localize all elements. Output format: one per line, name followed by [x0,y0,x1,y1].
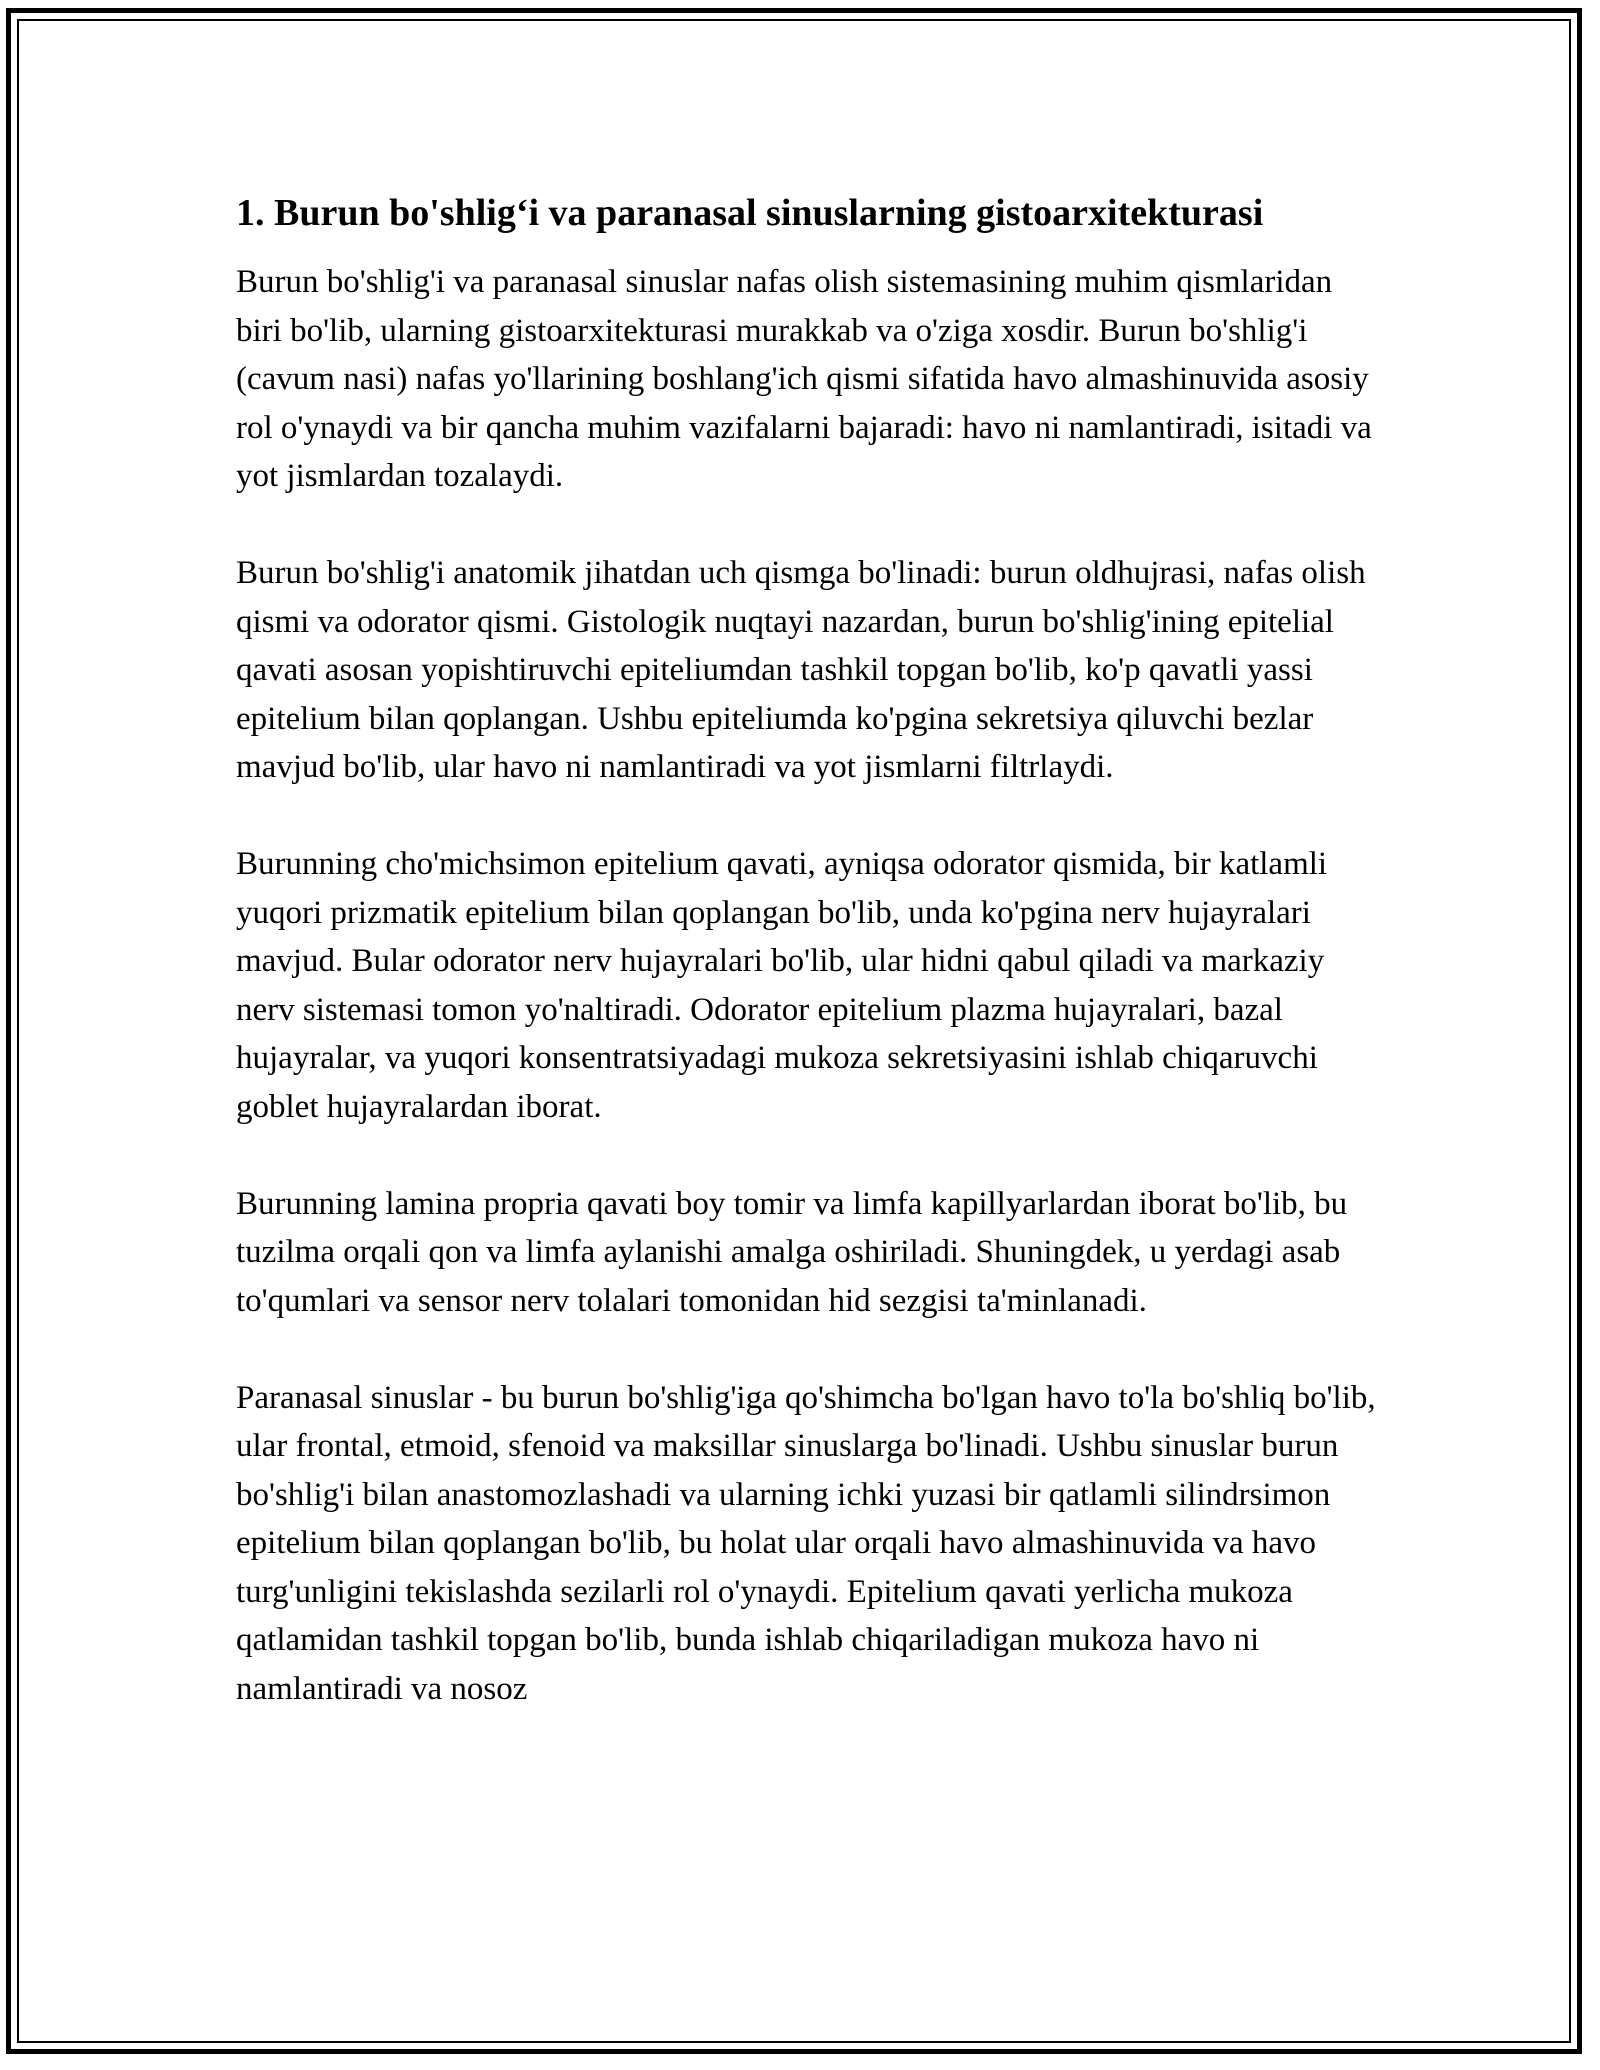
paragraph: Burunning lamina propria qavati boy tomir va limfa kapillyarlardan iborat bo'lib, bu tuzilma orqali qon va limfa aylanishi amalga oshiriladi. Shuningdek, u yerdagi asab to'qumlari va sensor nerv tolalari tomonidan hid sezgisi ta'minlanadi. [236,1185,1348,1319]
paragraph: Burun bo'shlig'i anatomik jihatdan uch qismga bo'linadi: burun oldhujrasi, nafas olish qismi va odorator qismi. Gistologik nuqtayi nazardan, burun bo'shlig'ining epitelial qavati asosan yopishtiruvchi epiteliumdan tashkil topgan bo'lib, ko'p qavatli yassi epitelium bilan qoplangan. Ushbu epiteliumda ko'pgina sekretsiya qiluvchi bezlar mavjud bo'lib, ular havo ni namlantiradi va yot jismlarni filtrlaydi. [236,555,1366,785]
paragraph: Burunning cho'michsimon epitelium qavati, ayniqsa odorator qismida, bir katlamli yuqori prizmatik epitelium bilan qoplangan bo'lib, unda ko'pgina nerv hujayralari mavjud. Bular odorator nerv hujayralari bo'lib, ular hidni qabul qiladi va markaziy nerv sistemasi tomon yo'naltiradi. Odorator epitelium plazma hujayralari, bazal hujayralar, va yuqori konsentratsiyadagi mukoza sekretsiyasini ishlab chiqaruvchi goblet hujayralardan iborat. [236,846,1328,1125]
document-body [236,186,1376,1762]
paragraph: Burun bo'shlig'i va paranasal sinuslar nafas olish sistemasining muhim qismlaridan biri bo'lib, ularning gistoarxitekturasi murakkab va o'ziga xosdir. Burun bo'shlig'i (cavum nasi) nafas yo'llarining boshlang'ich qismi sifatida havo almashinuvida asosiy rol o'ynaydi va bir qancha muhim vazifalarni bajaradi: havo ni namlantiradi, isitadi va yot jismlardan tozalaydi. [236,264,1372,494]
paragraph: Paranasal sinuslar - bu burun bo'shlig'iga qo'shimcha bo'lgan havo to'la bo'shliq bo'lib, ular frontal, etmoid, sfenoid va maksillar sinuslarga bo'linadi. Ushbu sinuslar burun bo'shlig'i bilan anastomozlashadi va ularning ichki yuzasi bir qatlamli silindrsimon epitelium bilan qoplangan bo'lib, bu holat ular orqali havo almashinuvida va havo turg'unligini tekislashda sezilarli rol o'ynaydi. Epitelium qavati yerlicha mukoza qatlamidan tashkil topgan bo'lib, bunda ishlab chiqariladigan mukoza havo ni namlantiradi va nosoz [236,1379,1376,1707]
section-heading: 1. Burun bo'shlig‘i va paranasal sinuslarning gistoarxitekturasi [236,192,1264,234]
